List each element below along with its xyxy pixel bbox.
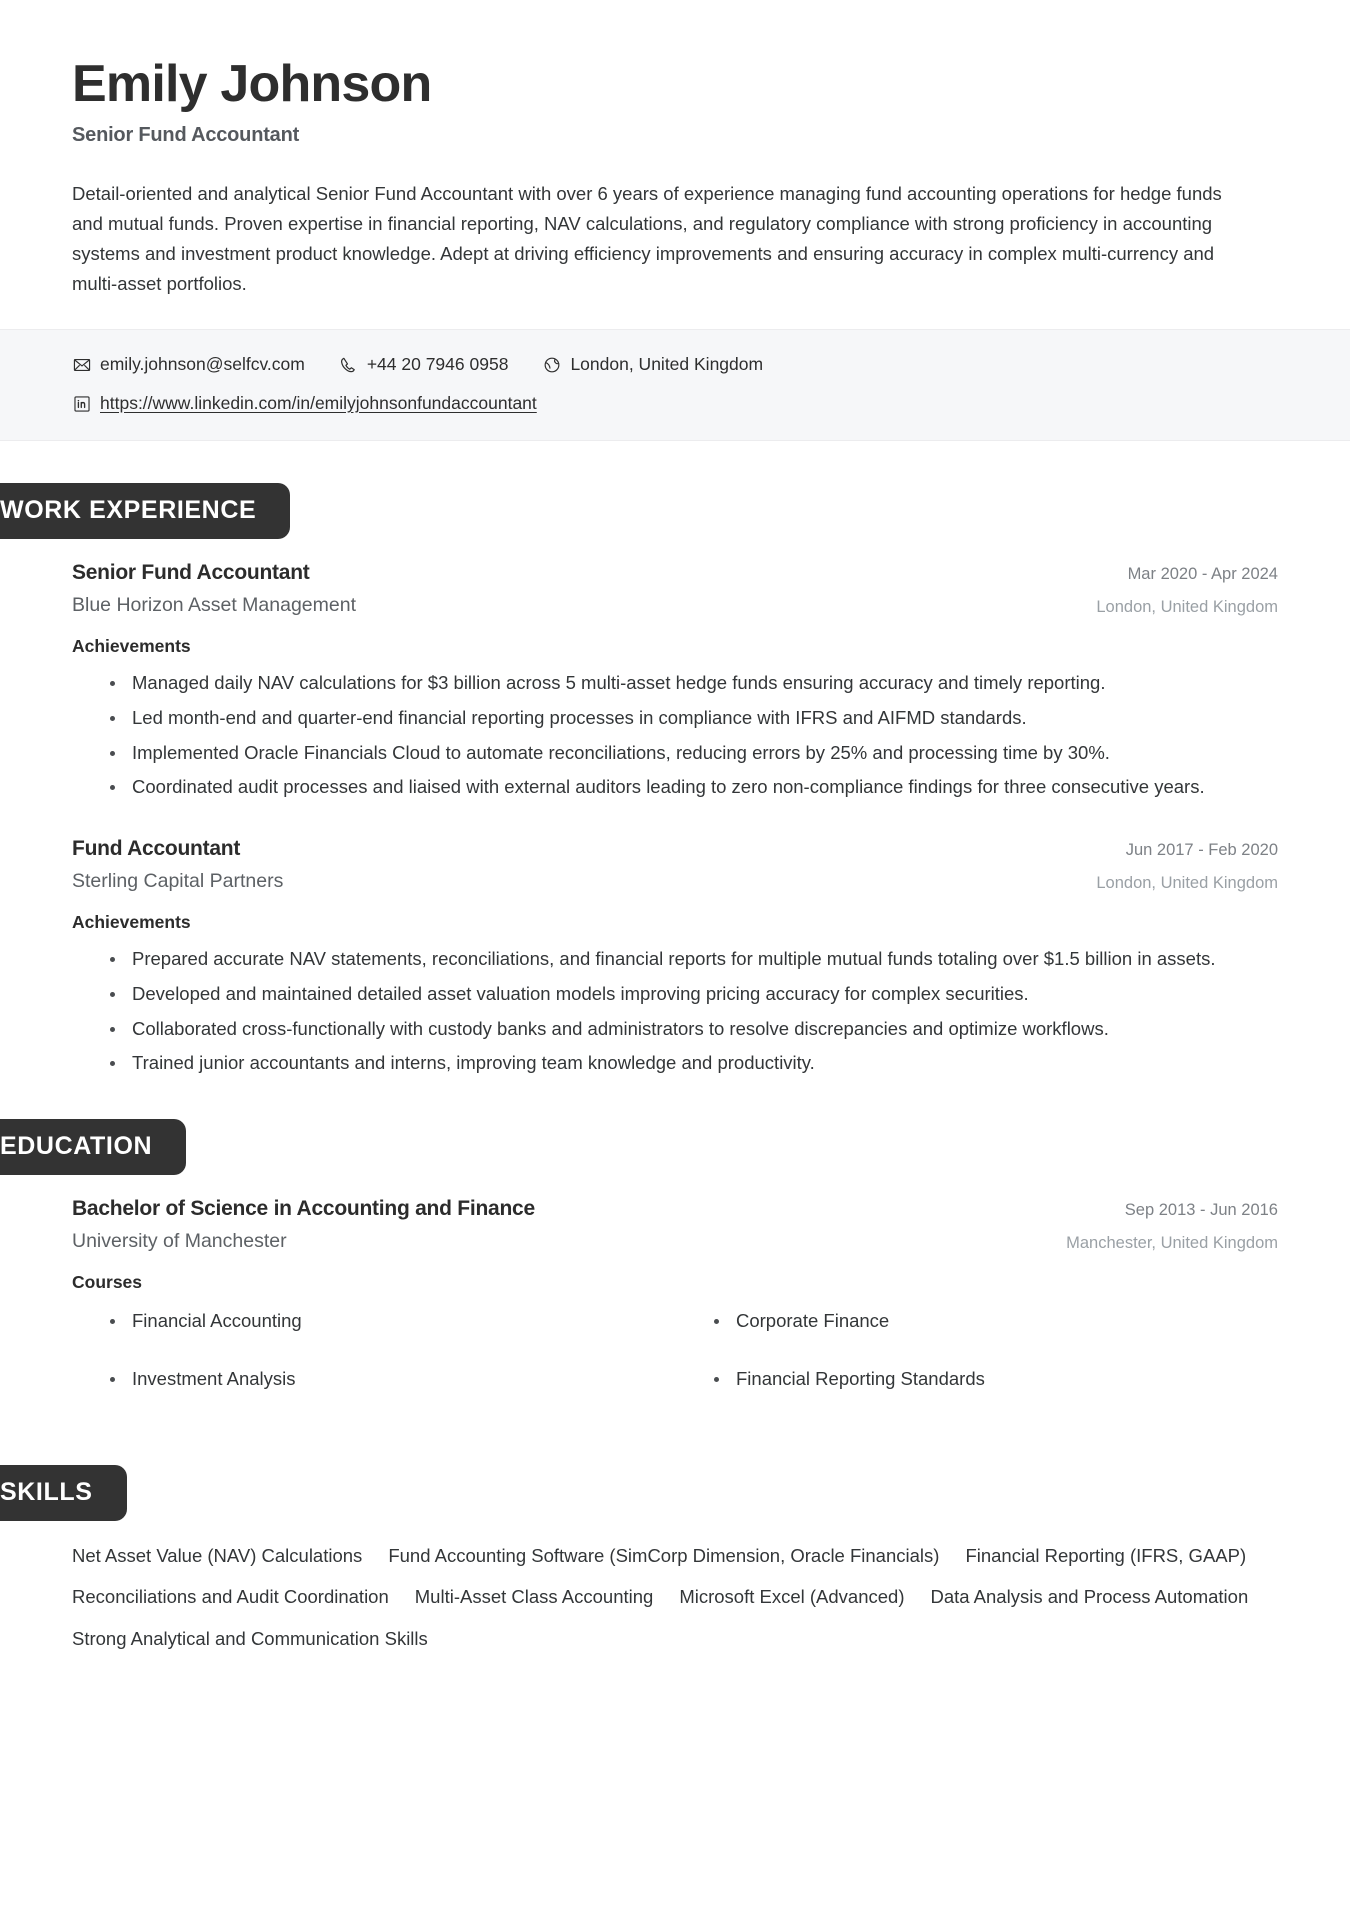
- list-item: Trained junior accountants and interns, improving team knowledge and productivity.: [110, 1049, 1278, 1077]
- work-entry-head: [72, 837, 1278, 893]
- contact-location-text: London, United Kingdom: [570, 354, 764, 375]
- work-entry-location: London, United Kingdom: [1096, 598, 1278, 617]
- work-experience-badge-wrap: [0, 483, 1350, 539]
- education-entry-date: Sep 2013 - Jun 2016: [1124, 1201, 1278, 1220]
- work-experience-section: [0, 561, 1350, 1077]
- list-item: Financial Accounting: [110, 1307, 674, 1335]
- contact-email-text: emily.johnson@selfcv.com: [100, 354, 305, 375]
- education-section: [0, 1197, 1350, 1423]
- skill-item: Data Analysis and Process Automation: [930, 1586, 1249, 1608]
- contact-phone-text: +44 20 7946 0958: [366, 354, 509, 375]
- section-heading-education: EDUCATION: [0, 1119, 186, 1175]
- list-item: Corporate Finance: [714, 1307, 1278, 1335]
- education-entry-right: [1066, 1197, 1278, 1253]
- education-entry-institution: University of Manchester: [72, 1230, 287, 1253]
- skill-item: Reconciliations and Audit Coordination: [72, 1586, 389, 1608]
- work-entry-title: Senior Fund Accountant: [72, 561, 310, 585]
- list-item: Led month-end and quarter-end financial reporting processes in compliance with IFRS and AIFMD standards.: [110, 704, 1278, 732]
- skills-badge-wrap: [0, 1465, 1350, 1521]
- work-entry-bullet-list: [72, 945, 1278, 1077]
- list-item: Investment Analysis: [110, 1365, 674, 1393]
- education-entry-head: [72, 1197, 1278, 1253]
- skill-item: Financial Reporting (IFRS, GAAP): [965, 1544, 1247, 1566]
- education-entry-sub-label: Courses: [72, 1272, 143, 1293]
- contact-email[interactable]: [72, 354, 305, 375]
- work-entry: [72, 561, 1278, 801]
- contact-phone[interactable]: [339, 354, 509, 375]
- course-list: [72, 1307, 1278, 1423]
- section-heading-skills: SKILLS: [0, 1465, 127, 1521]
- list-item: Collaborated cross-functionally with custody banks and administrators to resolve discrepancies and optimize workflows.: [110, 1015, 1278, 1043]
- page-bottom-spacer: [0, 1652, 1350, 1772]
- list-item: Financial Reporting Standards: [714, 1365, 1278, 1393]
- contact-row-secondary: [72, 393, 1278, 414]
- work-entry-right: [1096, 837, 1278, 893]
- work-entry-title: Fund Accountant: [72, 837, 241, 861]
- header-job-title: Senior Fund Accountant: [72, 124, 300, 147]
- skills-list: [72, 1543, 1252, 1653]
- work-entry-right: [1096, 561, 1278, 617]
- education-badge-wrap: [0, 1119, 1350, 1175]
- work-entry-head: [72, 561, 1278, 617]
- work-entry-date: Mar 2020 - Apr 2024: [1127, 565, 1278, 584]
- skill-item: Multi-Asset Class Accounting: [414, 1586, 654, 1608]
- list-item: Coordinated audit processes and liaised with external auditors leading to zero non-compliance findings for three consecutive years.: [110, 773, 1278, 801]
- globe-pin-icon: [542, 355, 561, 374]
- skills-section: [0, 1543, 1350, 1653]
- list-item: Implemented Oracle Financials Cloud to automate reconciliations, reducing errors by 25% and processing time by 30%.: [110, 739, 1278, 767]
- section-heading-work-experience: WORK EXPERIENCE: [0, 483, 290, 539]
- contact-linkedin[interactable]: [72, 393, 537, 414]
- education-entry-left: [72, 1197, 1036, 1253]
- work-entry-bullet-list: [72, 669, 1278, 801]
- education-entry-location: Manchester, United Kingdom: [1066, 1234, 1278, 1253]
- contact-location[interactable]: [542, 354, 763, 375]
- phone-icon: [339, 355, 358, 374]
- skill-item: Net Asset Value (NAV) Calculations: [72, 1544, 363, 1566]
- list-item: Managed daily NAV calculations for $3 billion across 5 multi-asset hedge funds ensuring accuracy and timely reporting.: [110, 669, 1278, 697]
- work-entry-date: Jun 2017 - Feb 2020: [1125, 841, 1278, 860]
- linkedin-icon: [72, 394, 91, 413]
- resume-header: [0, 0, 1350, 329]
- work-entry-left: [72, 837, 1066, 893]
- contact-row-primary: [72, 354, 1278, 375]
- work-entry-sub-label: Achievements: [72, 912, 191, 933]
- work-entry-location: London, United Kingdom: [1096, 874, 1278, 893]
- work-entry-left: [72, 561, 1066, 617]
- education-entry-degree: Bachelor of Science in Accounting and Finance: [72, 1197, 535, 1221]
- education-entry: [72, 1197, 1278, 1423]
- page-title: Emily Johnson: [72, 55, 432, 113]
- contact-bar: [0, 329, 1350, 441]
- work-entry-organization: Blue Horizon Asset Management: [72, 594, 356, 617]
- professional-summary: Detail-oriented and analytical Senior Fund Accountant with over 6 years of experience managing fund accounting operations for hedge funds and mutual funds. Proven expertise in financial reporting, NAV calculations, and regulatory compliance with strong proficiency in accounting systems and investment product knowledge. Adept at driving efficiency improvements and ensuring accuracy in complex multi-currency and multi-asset portfolios.: [72, 183, 1222, 295]
- list-item: Developed and maintained detailed asset valuation models improving pricing accuracy for complex securities.: [110, 980, 1278, 1008]
- envelope-icon: [72, 355, 91, 374]
- skill-item: Strong Analytical and Communication Skills: [72, 1628, 428, 1650]
- work-entry-sub-label: Achievements: [72, 636, 191, 657]
- work-entry: [72, 837, 1278, 1077]
- skill-item: Fund Accounting Software (SimCorp Dimension, Oracle Financials): [388, 1544, 940, 1566]
- skill-item: Microsoft Excel (Advanced): [679, 1586, 905, 1608]
- work-entry-organization: Sterling Capital Partners: [72, 870, 284, 893]
- contact-linkedin-text[interactable]: https://www.linkedin.com/in/emilyjohnsonfundaccountant: [100, 393, 537, 414]
- list-item: Prepared accurate NAV statements, reconciliations, and financial reports for multiple mutual funds totaling over $1.5 billion in assets.: [110, 945, 1278, 973]
